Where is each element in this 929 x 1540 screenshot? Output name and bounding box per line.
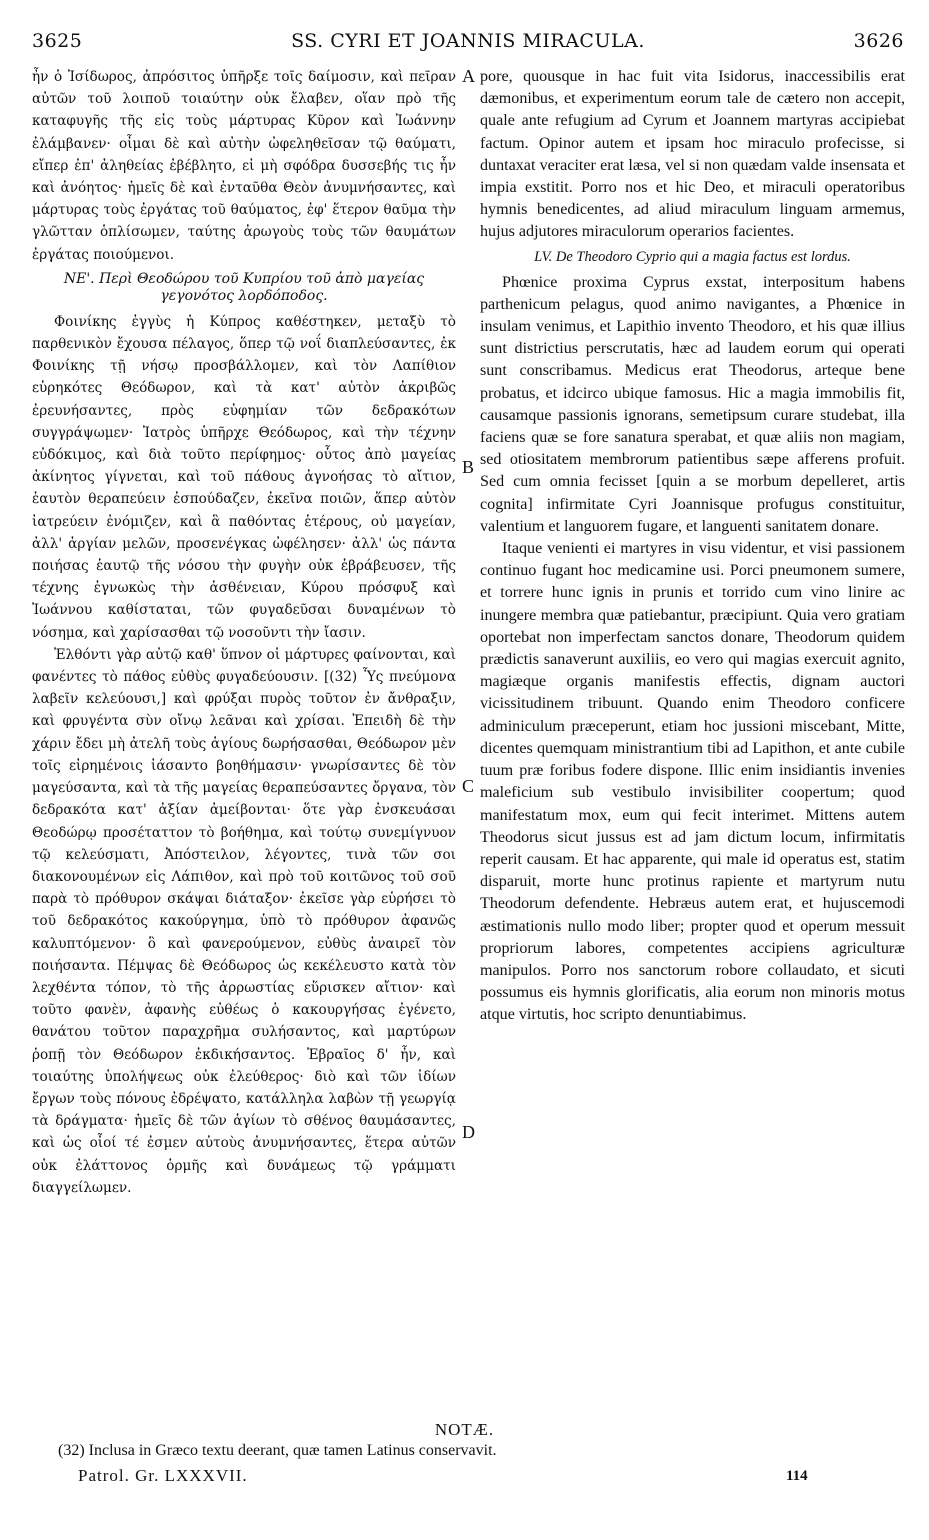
latin-chapter-heading: LV. De Theodoro Cyprio qui a magia factus est lordus.: [534, 248, 851, 265]
page-number-left: 3625: [32, 30, 83, 52]
latin-column: [480, 66, 905, 1027]
margin-marker-a: A: [462, 66, 475, 86]
running-title: SS. CYRI ET JOANNIS MIRACULA.: [291, 30, 645, 52]
greek-column: [32, 66, 456, 1199]
footer-patrologia: Patrol. Gr. LXXXVII.: [78, 1466, 248, 1485]
greek-chapter-heading: ΝΕ'. Περὶ Θεοδώρου τοῦ Κυπρίου τοῦ ἀπὸ μαγείας γεγονότος λορδόποδος.: [63, 270, 425, 304]
greek-paragraph-2: Ἐλθόντι γὰρ αὐτῷ καθ' ὕπνον οἱ μάρτυρες φαίνονται, καὶ φανέντες τὸ πάθος εὐθὺς φυγαδεύουσιν. [(32) Ὗς πνεύμονα λαβεῖν κελεύουσι,] καὶ φρύξαι πυρὸς τοῦτον ἐν ἄνθραξιν, καὶ φρυγέντα σὺν οἴνῳ λεᾶναι καὶ χρίσαι. Ἐπειδὴ δὲ τὴν χάριν ἔδει μὴ ἀτελῆ τοὺς ἁγίους δωρήσασθαι, Θεόδωρον μὲν τοῖς εἰρημένοις ἰάσαντο βοηθήμασιν· γνωρίσαντες δὲ τὸν μαγεύσαντα, καὶ τὰ τῆς μαγείας θεραπεύσαντες ὄργανα, τὸν δεδρακότα κατ' ἀξίαν ἀμείβονται· ὅτε γὰρ ἐνσκευάσαι Θεοδώρῳ προσέταττον τὸ βοήθημα, καὶ τούτῳ συνεμίγνυον τῷ κελεύσματι, Ἀπόστειλον, λέγοντες, τινὰ τῶν σοι διακονουμένων εἰς Λάπιθον, καὶ πρὸ τοῦ κοιτῶνος τοῦ σοῦ παρὰ τὸ πρόθυρον σκάψαι διάταξον· ἐκεῖσε γὰρ εὑρήσει τὸ τοῦ δεδρακότος κακούργημα, ὑπὸ τὸ πρόθυρον ἀφανῶς καλυπτόμενον· ὃ καὶ φανερούμενον, εὐθὺς ἀναιρεῖ τὸν ποιήσαντα. Πέμψας δὲ Θεόδωρος ὡς κεκέλευστο κατὰ τὸν λεχθέντα τόπον, τὸ τῆς ἀρρωστίας εὕρισκεν αἴτιον· καὶ τοῦτο φανὲν, ἀφανὴς εὐθέως ὁ κακουργήσας ἐγένετο, θανάτου τοῦτον παραχρῆμα συλήσαντος, καὶ μαρτύρων ῥοπῇ τὸν Θεόδωρον ἐκδικήσαντος. Ἑβραῖος δ' ἦν, καὶ τοιαύτης ὑπολήψεως οὐκ ἐλεύθερος· διὸ καὶ τῶν ἰδίων ἔργων τοὺς πόνους ἐδρέψατο, κατάλληλα λαβὼν τῇ γεωργίᾳ τὰ δράγματα· ἡμεῖς δὲ τῶν ἁγίων τὸ σθένος θαυμάσαντες, καὶ ὡς οἷοί τέ ἐσμεν αὐτοὺς ἀνυμνήσαντες, ἕτερα αὐτῶν οὐκ ἐλάττονος ὁρμῆς καὶ δυνάμεως τῷ γράμματι διαγγείλωμεν.: [32, 646, 456, 1196]
latin-paragraph-continued: pore, quousque in hac fuit vita Isidorus, inaccessibilis erat dæmonibus, et experimentum eorum tale de cætero non accepit, quale ante refugium ad Cyrum et Joannem martyras accipiebat factum. Opinor autem et ipsam hoc miraculo profecisse, si duntaxat veraciter erat læsa, vel si non quædam valde insensata et impia exstitit. Porro nos et hic Deo, et miraculi operatoribus hymnis benedicentes, ad aliud miraculum linguam armemus, hujus adjutores miraculorum operarios facientes.: [480, 68, 905, 241]
footnote-32: (32) Inclusa in Græco textu deerant, quæ tamen Latinus conservavit.: [58, 1442, 497, 1459]
latin-paragraph-2: Itaque venienti ei martyres in visu videntur, et visi passionem continuo fugant hoc medicamine usi. Porci pneumonem sumere, et torrere hunc ignis in prunis et torrido cum vino linire ac inungere membra quæ patiebantur, præcipiunt. Quia vero gratiam oportebat non imperfectam sanctos donare, Theodorum quidem prædictis sanaverunt auxiliis, eo vero qui magias exercuit agnito, magiæque organis manifestis effectis, dignam auctori vicissitudinem tribuunt. Quando enim Theodoro conficere adminiculum præceperunt, etiam hoc jussioni miscebant, Mitte, dicentes quemquam ministrantium tibi ad Lapithon, et ante cubile tuum præ foribus fodere dispone. Illic enim insidiantis invenies maleficium sub vestibulo invisibiliter coopertum; quod manifestatum mox, eum qui fecit interimet. Mittens autem Theodorus sicut jussus est ad jam dictum locum, infirmitatis reperit causam. Et hac apparente, qui male id operatus est, statim disparuit, morte hunc protinus rapiente et martyrum nutu Theodorum defendente. Hebræus autem erat, et hujuscemodi æstimationis nullo modo liber; propter quod et operum messuit propriorum labores, competentes accipiens agriculturæ manipulos. Porro nos sanctorum robore collaudato, et sicuti possumus eis hymnis glorificatis, alia eorum non minoris motus atque virtutis, hoc scripto denuntiabimus.: [480, 540, 905, 1024]
margin-marker-c: C: [462, 776, 475, 796]
page-number-right: 3626: [853, 30, 904, 52]
margin-marker-b: B: [462, 457, 475, 477]
latin-paragraph-1: Phœnice proxima Cyprus exstat, interpositum habens parthenicum pelagus, quod animo navigantes, a Phœnice in insulam venimus, et Lapithio invento Theodoro, et his quæ illius sunt districtius perscrutatis, hæc ad laudem eorum qui operati sunt conscribamus. Medicus erat Theodorus, arteque bene probatus, et idcirco ubique famosus. Hic a magia immobilis fit, causamque passionis ignorans, semetipsum curare studebat, illa faciens quæ se fore sanatura sperabat, et quæ aliis non magiam, sed otiositatem membrorum patientibus sæpe afferens profuit. Sed cum omnia fecisset [quin a se morbum depelleret, artis cognita] infirmitate Cyri Joannisque profugus constituitur, valentium et languorem fugare, et languenti sanitatem donare.: [480, 273, 905, 535]
footer-signature-number: 114: [786, 1468, 808, 1484]
notes-title: NOTÆ.: [434, 1420, 495, 1439]
greek-paragraph-continued: ἦν ὁ Ἰσίδωρος, ἀπρόσιτος ὑπῆρξε τοῖς δαίμοσιν, καὶ πεῖραν αὐτῶν τοῦ λοιποῦ τοιαύτην οὐκ ἔλαβεν, οἵαν πρὸ τῆς καταφυγῆς τῆς εἰς τοὺς μάρτυρας Κῦρον καὶ Ἰωάννην ἐλάμβανεν· οἶμαι δὲ καὶ αὐτὴν ὠφεληθεῖσαν τῷ θαύματι, εἴπερ ἐπ' ἀληθείας ἐβέβλητο, εἰ μὴ σφόδρα δυσσεβής τις ἦν καὶ ἀνόητος· ἡμεῖς δὲ καὶ ἐνταῦθα Θεὸν ἀνυμνήσαντες, καὶ μάρτυρας τοὺς ἐργάτας τοῦ θαύματος, ἐφ' ἕτερον θαῦμα τὴν γλῶτταν ὁπλίσωμεν, ταύτης ἀρωγοὺς τοὺς τῶν θαυμάτων ἐργάτας ποιούμενοι.: [32, 69, 456, 263]
greek-paragraph-1: Φοινίκης ἐγγὺς ἡ Κύπρος καθέστηκεν, μεταξὺ τὸ παρθενικὸν ἔχουσα πέλαγος, ὅπερ τῷ νοΐ διαπλεύσαντες, ἐκ Φοινίκης τῇ νήσῳ προσβάλλομεν, καὶ τὸν Λαπίθιον εὑρηκότες Θεόδωρον, καὶ τὰ κατ' αὐτὸν ἀκριβῶς ἐρευνήσαντες, πρὸς εὐφημίαν τῶν δεδρακότων συγγράψωμεν· Ἰατρὸς ὑπῆρχε Θεόδωρος, καὶ τὴν τέχνην εὐδόκιμος, καὶ διὰ τοῦτο περίφημος· οὗτος ἀπὸ μαγείας ἀκίνητος γίγνεται, καὶ τοῦ πάθους ἀγνοήσας τὸ αἴτιον, ἑαυτὸν θεραπεύειν ἐσπούδαζεν, ἐκεῖνα ποιῶν, ἅπερ αὐτὸν ἰατρεύειν ἐνόμιζεν, καὶ ἃ παθόντας ἑτέρους, οὐ μαγείαν, ἀλλ' ἀργίαν μελῶν, προσενέγκας ὠφέλησεν· ἀλλ' ὡς πάντα ποιήσας ἑαυτῷ τῆς νόσου τὴν φυγὴν οὐκ ἐβράβευσεν, τῆς τέχνης ἐγνωκὼς τὴν ἀσθένειαν, Κύρου πρόσφυξ καὶ Ἰωάννου καθίσταται, τῶν φυγαδεῦσαι δυναμένων τὸ νόσημα, καὶ χαρίσασθαι τῷ νοσοῦντι τὴν ἴασιν.: [32, 313, 456, 641]
running-header: [32, 30, 904, 60]
margin-marker-d: D: [462, 1122, 475, 1142]
